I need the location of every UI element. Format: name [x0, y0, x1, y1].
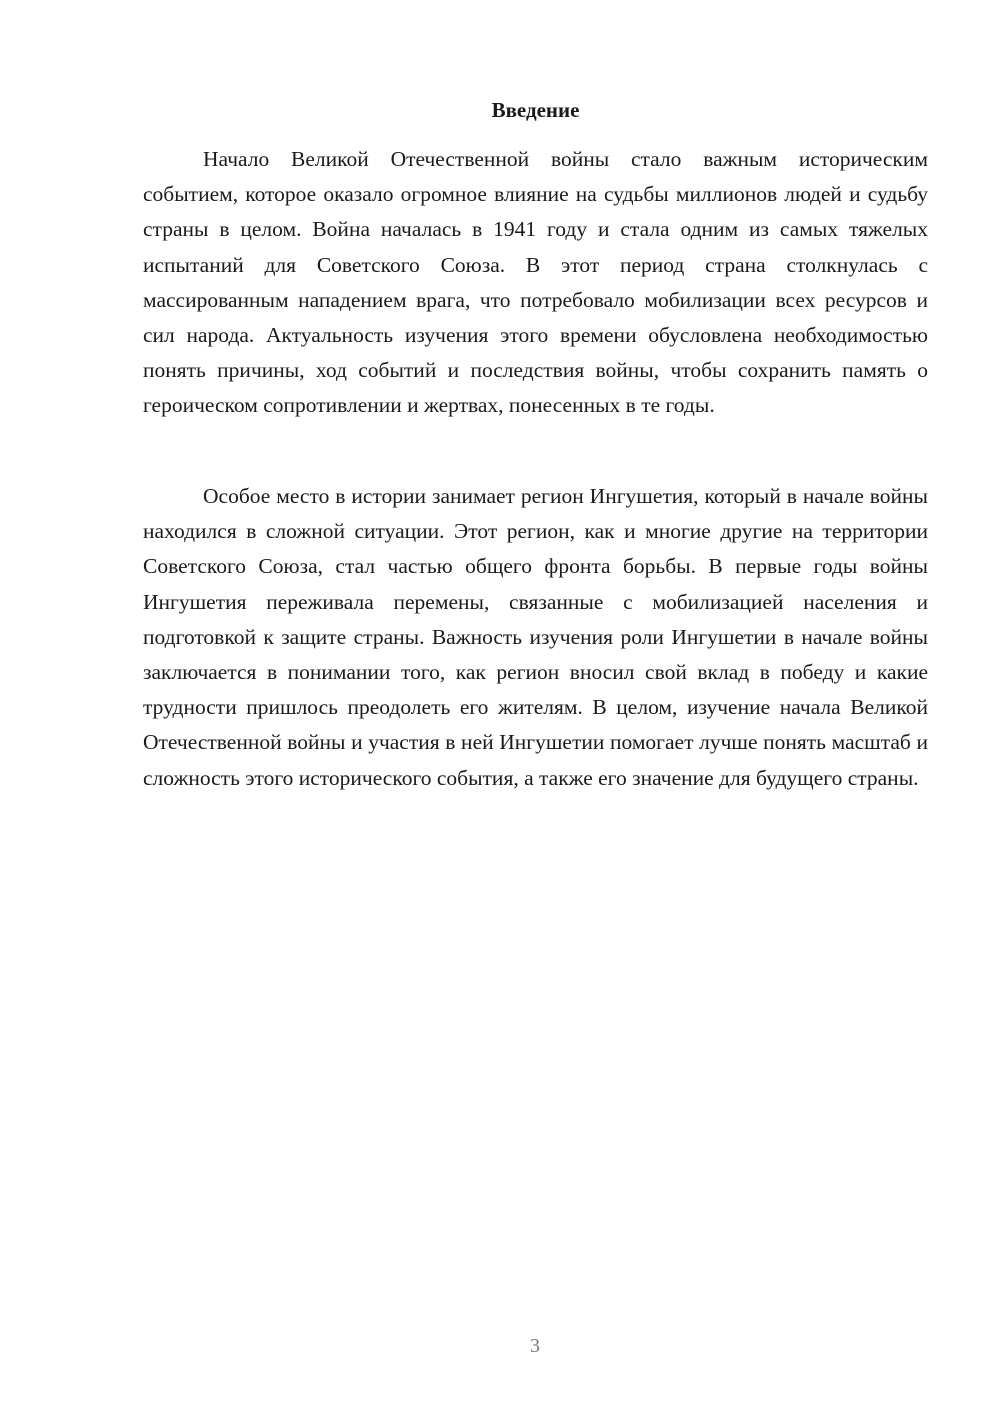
paragraph-ingushetia: Особое место в истории занимает регион Ингушетия, который в начале войны находился в сложной ситуации. Этот регион, как и многие другие на территории Советского Союза, стал частью общего фронта борьбы. В первые годы войны Ингушетия переживала перемены, связанные с мобилизацией населения и подготовкой к защите страны. Важность изучения роли Ингушетии в начале войны заключается в понимании того, как регион вносил свой вклад в победу и какие трудности пришлось преодолеть его жителям. В целом, изучение начала Великой Отечественной войны и участия в ней Ингушетии помогает лучше понять масштаб и сложность этого исторического события, а также его значение для будущего страны.	[143, 484, 928, 790]
section-heading: Введение	[491, 98, 580, 122]
paragraph-intro: Начало Великой Отечественной войны стало важным историческим событием, которое оказало огромное влияние на судьбы миллионов людей и судьбу страны в целом. Война началась в 1941 году и стала одним из самых тяжелых испытаний для Советского Союза. В этот период страна столкнулась с массированным нападением врага, что потребовало мобилизации всех ресурсов и сил народа. Актуальность изучения этого времени обусловлена необходимостью понять причины, ход событий и последствия войны, чтобы сохранить память о героическом сопротивлении и жертвах, понесенных в те годы.	[143, 147, 928, 418]
page-number: 3	[530, 1335, 540, 1357]
